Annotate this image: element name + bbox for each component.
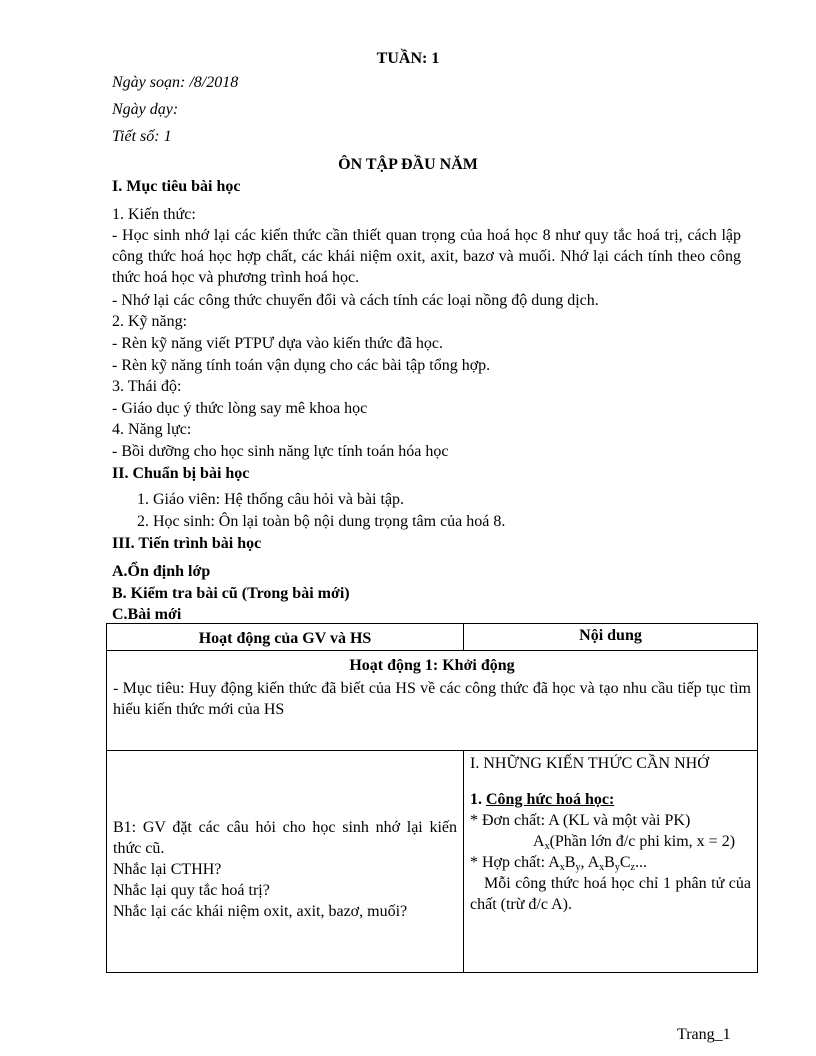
table-header-row [107, 624, 758, 651]
page-title: ÔN TẬP ĐẦU NĂM [338, 156, 478, 173]
step-a: A.Ổn định lớp [112, 563, 211, 580]
col2-header: Nội dung [464, 624, 758, 651]
right-compound [470, 852, 751, 873]
right-ax [470, 831, 751, 852]
right-note: Mỗi công thức hoá học chỉ 1 phân tử của chất (trừ đ/c A). [470, 875, 751, 913]
left-cell [107, 751, 464, 973]
left-q3: Nhắc lại các khái niệm oxit, axit, bazơ, muối? [113, 903, 408, 920]
activity-title: Hoạt động 1: Khởi động [349, 657, 515, 674]
left-b1: B1: GV đặt các câu hỏi cho học sinh nhớ lại kiến thức cũ. [113, 819, 457, 857]
date-taught: Ngày dạy: [112, 101, 179, 118]
skills-item-1: - Rèn kỹ năng viết PTPƯ dựa vào kiến thức đã học. [112, 335, 444, 352]
attitude-item-1: - Giáo dục ý thức lòng say mê khoa học [112, 400, 368, 417]
knowledge-text: - Học sinh nhớ lại các kiến thức cần thiết quan trọng của hoá học 8 như quy tắc hoá trị, cách lập công thức hoá học hợp chất, các khái niệm oxit, axit, bazơ và muối. Nhớ lại cách tính theo công thức hoá học và phương trình hoá học. [112, 227, 741, 286]
right-cell [464, 751, 758, 973]
right-compound-formula: $A_xB_y$, $A_xB_yC_z$... [548, 854, 647, 873]
left-q1: Nhắc lại CTHH? [113, 861, 222, 878]
right-ax-text: (Phần lớn đ/c phi kim, x = 2) [549, 833, 736, 850]
right-ax-base: A [533, 833, 545, 850]
knowledge-text-2: - Nhớ lại các công thức chuyển đổi và cách tính các loại nồng độ dung dịch. [112, 292, 599, 309]
week-label: TUẦN: 1 [376, 50, 440, 67]
right-heading: I. NHỮNG KIẾN THỨC CẦN NHỚ [470, 755, 709, 772]
right-ax-sub: x [544, 841, 550, 852]
left-q2: Nhắc lại quy tắc hoá trị? [113, 882, 270, 899]
prep-item-teacher: 1. Giáo viên: Hệ thống câu hỏi và bài tập. [137, 491, 405, 508]
right-compound-label: * Hợp chất: [470, 854, 549, 871]
right-sub-number: 1. [470, 791, 482, 808]
right-sub-title: Công hức hoá học: [486, 791, 615, 808]
step-c: C.Bài mới [112, 606, 182, 623]
prep-item-student: 2. Học sinh: Ôn lại toàn bộ nội dung trọng tâm của hoá 8. [137, 513, 506, 530]
date-prepared: Ngày soạn: /8/2018 [112, 74, 239, 91]
ability-item-1: - Bồi dưỡng cho học sinh năng lực tính toán hóa học [112, 443, 449, 460]
col1-header: Hoạt động của GV và HS [107, 624, 464, 651]
section2-heading: II. Chuẩn bị bài học [112, 465, 250, 482]
content-row [107, 751, 758, 973]
ability-title: 4. Năng lực: [112, 421, 192, 438]
lesson-table [106, 623, 758, 973]
section3-heading: III. Tiến trình bài học [112, 535, 262, 552]
skills-title: 2. Kỹ năng: [112, 313, 188, 330]
knowledge-title: 1. Kiến thức: [112, 206, 196, 223]
page-number: Trang_1 [677, 1026, 731, 1043]
activity-row [107, 651, 758, 751]
activity-goal: - Mục tiêu: Huy động kiến thức đã biết của HS về các công thức đã học và tạo nhu cầu tiếp tục tìm hiểu kiến thức mới của HS [113, 680, 751, 718]
section1-heading: I. Mục tiêu bài học [112, 178, 241, 195]
skills-item-2: - Rèn kỹ năng tính toán vận dụng cho các bài tập tổng hợp. [112, 357, 491, 374]
period-number: Tiết số: 1 [112, 128, 172, 145]
right-simple: * Đơn chất: A (KL và một vài PK) [470, 812, 691, 829]
activity-cell [107, 651, 758, 751]
right-subheading [470, 789, 751, 810]
step-b: B. Kiểm tra bài cũ (Trong bài mới) [112, 585, 350, 602]
attitude-title: 3. Thái độ: [112, 378, 182, 395]
